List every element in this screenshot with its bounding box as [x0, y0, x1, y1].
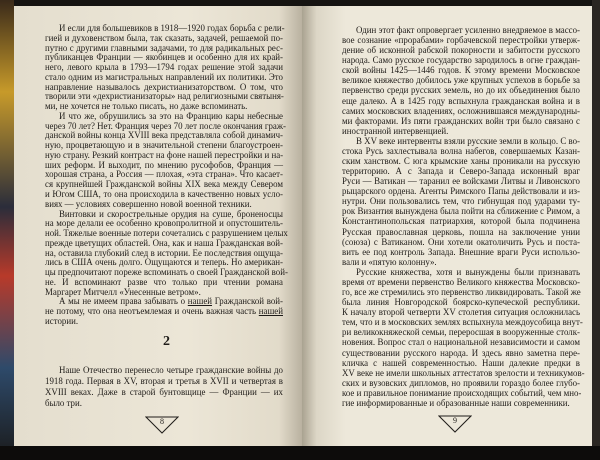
text-line: ским ханством. С юга крымские ханы проникали на русскую [342, 156, 580, 167]
text-line: виях — условиях совершенно новой военной техники. [45, 198, 252, 209]
text-line: путно с другими главными задачами, то для радикальных рес- [45, 42, 283, 53]
text-line: ми факторами. Из пяти гражданских войн три было связано с [342, 115, 580, 126]
text-line: стока Русь захлестывала волна набегов, совершаемых Казан- [342, 145, 580, 156]
text-line: гие информированные и образованные наши современники. [342, 397, 570, 408]
text-line: рыцарского ордена. Агенты Римского Папы действовали и из- [342, 186, 580, 197]
text-line: ся крупнейшей Гражданской войны XIX века между Севером [45, 179, 283, 190]
text-line: и Югом США, то она происходила в качественно новых усло- [45, 189, 283, 200]
text-line: ских и вузовских дипломов, но проявили гораздо более глубо- [342, 377, 580, 388]
page-number-text: 9 [453, 416, 457, 425]
text-line: не потому, что она неотъемлемая и очень важная часть нашей [45, 306, 283, 317]
text-line: была линия Новгородской боярско-купеческой республики. [342, 297, 580, 308]
text-line: иностранной интервенцией. [342, 125, 449, 136]
text-line: новения. Вопрос стал о национальной независимости и самом [342, 337, 580, 348]
text-line: еще далеко. А в 1425 году вспыхнула гражданская война и в [342, 95, 580, 106]
text-line: дение об исконной рабской покорности и забитости русского [342, 45, 580, 56]
text-line: лись в США очень долго. Ощущаются и теперь. Но американ- [45, 257, 283, 268]
text-line: го, все же стремились это первенство ликвидировать. Такой же [342, 287, 581, 298]
text-line: народа. Само русское государство зародилось в огне граждан- [342, 55, 580, 66]
text-line: ской войны 1425—1446 годов. К этому времени Московское [342, 65, 580, 76]
paragraph [342, 266, 585, 408]
book-right-edge [592, 0, 600, 460]
text-line: И что же, обрушились за это на Францию кары небесные [59, 110, 283, 121]
text-line: ми, не хочется не только писать, но даже вспоминать. [45, 101, 248, 112]
text-line: ную, процветающую и в значительной степени благоустроен- [45, 140, 283, 151]
text-line: хорошая страна, а Россия — плохая, «эта страна». Что касает- [45, 169, 283, 180]
text-line: территорию. А с Запада и Северо-Запада исконный враг [342, 166, 580, 177]
paragraph [45, 208, 288, 298]
right-page-body [342, 25, 585, 408]
text-line: стало одним из магистральных направлений их политики. Это [45, 71, 283, 82]
text-line: ной. Тяжелые военные потери сочетались с разрушением целых [45, 228, 288, 239]
text-line: 1918 года. Первая в XV, вторая и третья в XVII и четвертая в [45, 376, 283, 386]
text-line: кличка с нашей современностью. Наши далекие предки в [342, 357, 580, 368]
text-line: тем, что и в московских землях вспыхнула междоусобица внут- [342, 317, 583, 328]
text-line: Винтовки и скорострельные орудия на суше, броненосцы [59, 208, 283, 219]
text-line: В XV веке интервенты взяли русские земли в кольцо. С во- [356, 135, 580, 146]
underlined-word: нашей [258, 306, 283, 317]
text-line: вали и «пятую колонну». [342, 256, 437, 267]
text-line: рок Византия вынуждена была пойти на сближение с Римом, а [342, 206, 580, 217]
text-line: вить ее под контроль Запада. Внешние враги Руси использо- [342, 246, 580, 257]
text-line: Один этот факт опровергает усиленно внедряемое в массо- [356, 25, 580, 35]
left-page-body [45, 23, 288, 327]
text-line: было три. [45, 398, 82, 408]
text-line: цы предпочитают пореже вспоминать о своей Гражданской вой- [45, 267, 288, 278]
page-number-text: 8 [160, 417, 164, 426]
text-line: Маргарет Митчелл «Унесенные ветром». [45, 286, 201, 297]
text-line: время от времени первенство Великого княжества Московско- [342, 276, 580, 287]
left-page [14, 6, 302, 446]
text-line: направление называлось дехристианизаторством. О том, что [45, 81, 283, 92]
book-cover-edge [0, 0, 14, 460]
scan-background [0, 446, 600, 460]
paragraph [45, 297, 283, 326]
text-line: нутри. Они пользовались тем, что гибнущая под ударами ту- [342, 196, 580, 207]
text-line: публиканцев Франции — якобинцев и особенно для их край- [45, 52, 283, 63]
text-line: него, левого крыла в 1793—1794 годах решение этой задачи [45, 62, 283, 73]
page-number-left [145, 416, 179, 434]
text-line: XV веке не имели школьных аттестатов зрелости и техникумов- [342, 367, 585, 378]
text-line: через 70 лет? Нет. Франция через 70 лет после окончания граж- [45, 120, 286, 131]
text-line: прежде цветущих областей. Она, как и наша Гражданская вой- [45, 237, 283, 248]
paragraph [45, 365, 283, 409]
text-line: гией и духовенством была, так сказать, задачей, решаемой по- [45, 32, 283, 43]
paragraph [342, 25, 580, 136]
text-line: XVIII веках. Даже в старой бунтовщице — Франции — их [45, 387, 283, 397]
text-line: (союза) с Ватиканом. Они хотели окатоличить Русь и поста- [342, 236, 580, 247]
text-line: не. И вспоминают разве что только при чтении романа [45, 276, 283, 287]
text-line: ри великокняжеской семьи, переросшая в вооруженные столк- [342, 327, 580, 338]
text-line: Наше Отечество перенесло четыре гражданские войны до [59, 365, 283, 375]
text-line: на море делали ее особенно кровопролитной и опустошитель- [45, 218, 283, 229]
section-number: 2 [163, 334, 170, 349]
text-line: Русские княжества, хотя и вынуждены были признавать [356, 266, 580, 277]
text-line: А мы не имеем права забывать о нашей Гражданской вой- [59, 296, 283, 307]
text-line: великое княжество добилось уже крупных успехов в борьбе за [342, 75, 580, 86]
paragraph [45, 110, 286, 210]
text-line: на, оставила глубокий след в истории. Ее последствия ощуща- [45, 247, 283, 258]
text-line: кое и правильное понимание происходящих событий, чем мно- [342, 387, 582, 398]
text-line: творили эти «дехристианизаторы» над религиозными святыня- [45, 91, 284, 102]
page-number-right [438, 415, 472, 433]
text-line: ших реформ. И выходит, по мнению русофобов, Франция — [45, 159, 283, 170]
text-line: вое сознание «прорабами» горбачевской перестройки утверж- [342, 35, 580, 46]
text-line: самих московских владениях, осложнившаяся международны- [342, 105, 580, 116]
text-line: истории. [45, 315, 79, 326]
text-line: Константинопольская патриархия, которой была подчинена [342, 216, 580, 227]
left-section-body [45, 365, 283, 409]
text-line: Руси — Ватикан — таранил ее войсками Литвы и Ливонского [342, 176, 580, 187]
text-line: существовании русского народа. И здесь явно заметна пере- [342, 347, 580, 358]
text-line: первенство среди русских земель, но до их объединения было [342, 85, 580, 96]
paragraph [342, 136, 580, 267]
text-line: ную страну. Резкий контраст на фоне нашей перестройки и на- [45, 149, 284, 160]
text-line: И если для большевиков в 1918—1920 годах борьба с рели- [59, 23, 285, 33]
paragraph [45, 24, 283, 112]
text-line: К началу второй четверти XV столетия ситуация осложнилась [342, 307, 580, 318]
text-line: Русская православная церковь, пошла на заключение унии [342, 226, 580, 237]
text-line: данской войны конца XVIII века представляла собой динамич- [45, 130, 283, 141]
underlined-word: нашей [187, 296, 213, 307]
right-page [302, 6, 592, 446]
